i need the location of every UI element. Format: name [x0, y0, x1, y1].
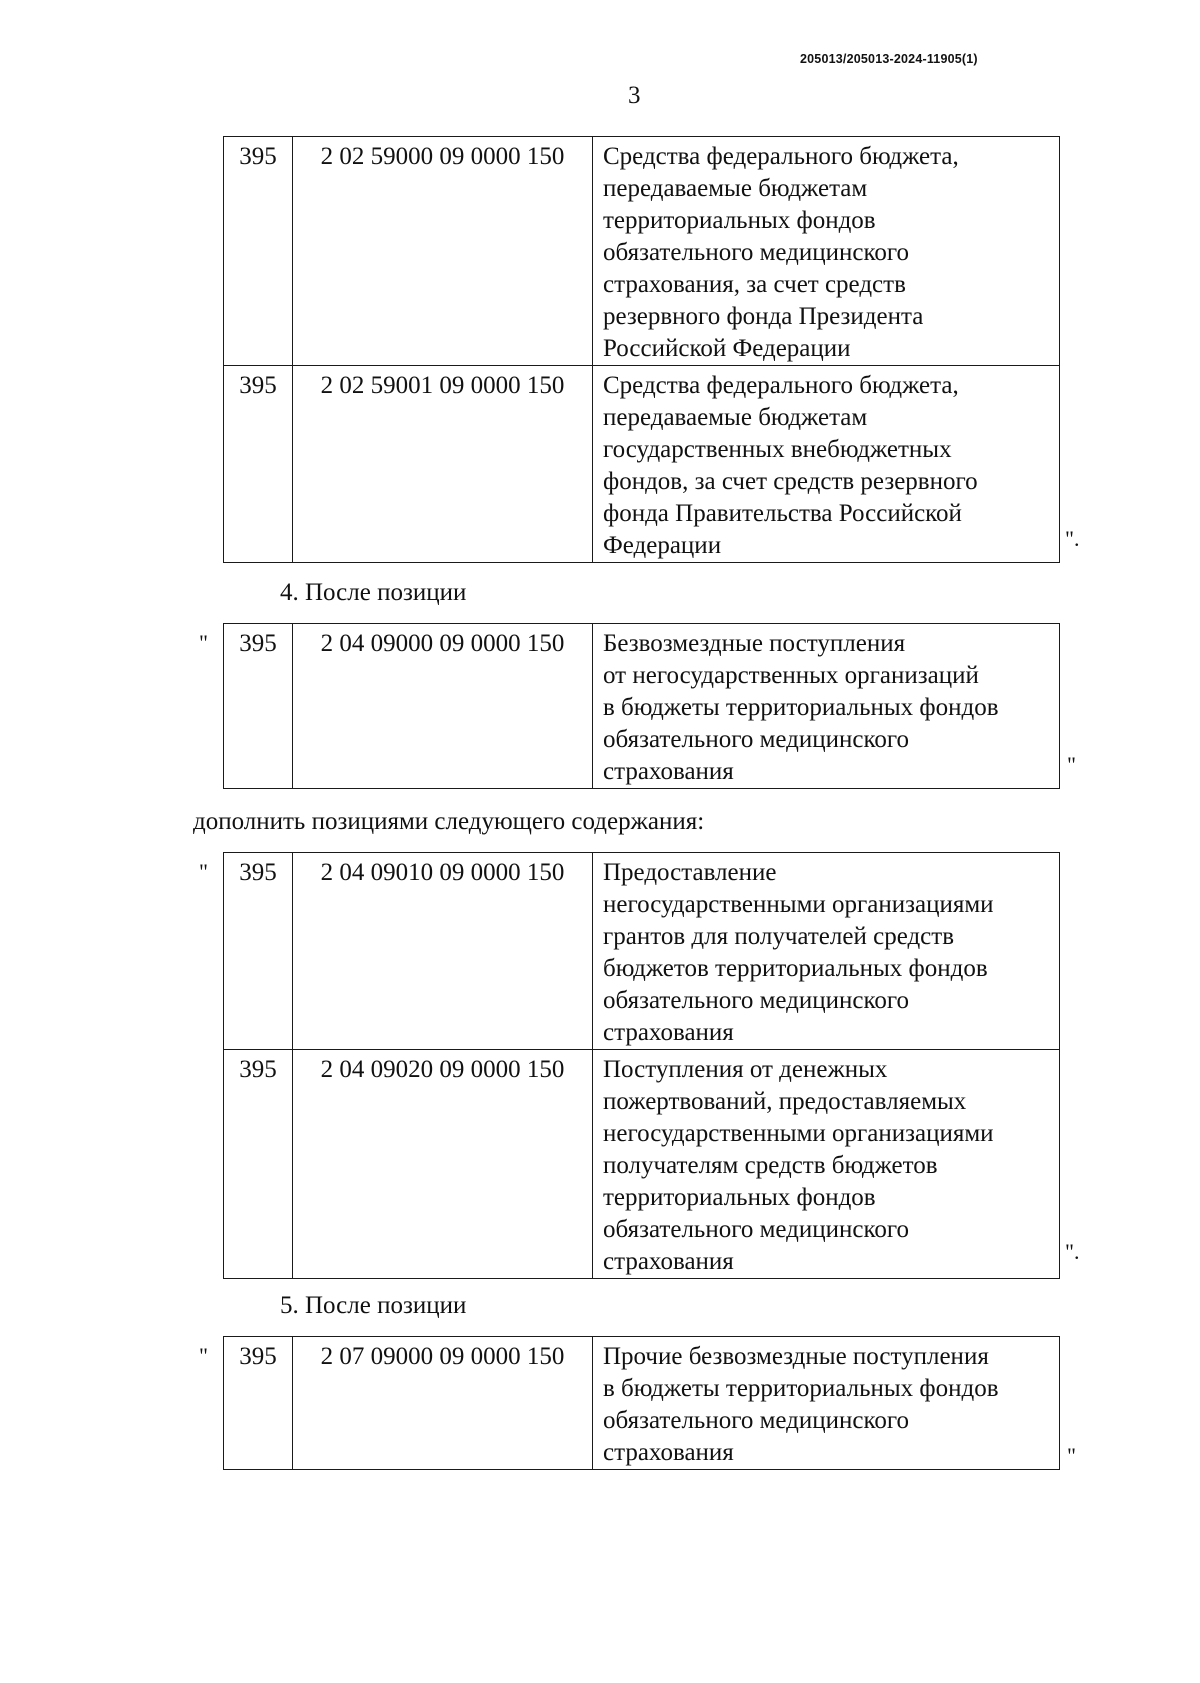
description-text: Поступления от денежных пожертвований, предоставляемых негосударственными организациями получателям средств бюджетов территориальных фондов обязательного медицинского страхования	[603, 1056, 994, 1275]
description-text: Прочие безвозмездные поступления в бюджеты территориальных фондов обязательного медицинского страхования	[603, 1343, 999, 1466]
admin-code-cell: 395	[224, 1337, 293, 1470]
closing-quote: ".	[1065, 1239, 1080, 1264]
table-row	[224, 624, 1060, 789]
paragraph-5: 5. После позиции	[280, 1292, 467, 1319]
opening-quote: "	[199, 1343, 208, 1368]
budget-table-4	[223, 1336, 1060, 1470]
table-row	[224, 853, 1060, 1050]
table-row	[224, 1337, 1060, 1470]
description-cell	[593, 137, 1060, 366]
description-cell	[593, 1050, 1060, 1279]
budget-code-cell: 2 04 09000 09 0000 150	[293, 624, 593, 789]
closing-quote: ".	[1065, 526, 1080, 551]
description-cell	[593, 1337, 1060, 1470]
closing-quote: "	[1067, 752, 1076, 777]
description-text: Предоставление негосударственными организациями грантов для получателей средств бюджетов территориальных фондов обязательного медицинского страхования	[603, 859, 994, 1046]
admin-code-cell: 395	[224, 137, 293, 366]
table-row	[224, 1050, 1060, 1279]
description-cell	[593, 624, 1060, 789]
admin-code-cell: 395	[224, 366, 293, 563]
page-number: 3	[628, 82, 641, 109]
budget-code-cell: 2 04 09010 09 0000 150	[293, 853, 593, 1050]
opening-quote: "	[199, 859, 208, 884]
description-cell	[593, 853, 1060, 1050]
description-text: Средства федерального бюджета, передаваемые бюджетам территориальных фондов обязательного медицинского страхования, за счет средств резервного фонда Президента Российской Федерации	[603, 143, 959, 362]
budget-code-cell: 2 02 59000 09 0000 150	[293, 137, 593, 366]
admin-code-cell: 395	[224, 853, 293, 1050]
table-row	[224, 137, 1060, 366]
budget-code-cell: 2 07 09000 09 0000 150	[293, 1337, 593, 1470]
paragraph-append: дополнить позициями следующего содержания:	[193, 808, 705, 835]
description-cell	[593, 366, 1060, 563]
budget-table-3	[223, 852, 1060, 1279]
budget-table-1	[223, 136, 1060, 563]
opening-quote: "	[199, 630, 208, 655]
paragraph-4: 4. После позиции	[280, 579, 467, 606]
admin-code-cell: 395	[224, 624, 293, 789]
budget-table-2	[223, 623, 1060, 789]
description-text: Безвозмездные поступления от негосударственных организаций в бюджеты территориальных фондов обязательного медицинского страхования	[603, 630, 999, 785]
closing-quote: "	[1067, 1443, 1076, 1468]
document-id: 205013/205013-2024-11905(1)	[800, 52, 978, 66]
admin-code-cell: 395	[224, 1050, 293, 1279]
budget-code-cell: 2 04 09020 09 0000 150	[293, 1050, 593, 1279]
table-row	[224, 366, 1060, 563]
budget-code-cell: 2 02 59001 09 0000 150	[293, 366, 593, 563]
description-text: Средства федерального бюджета, передаваемые бюджетам государственных внебюджетных фондов, за счет средств резервного фонда Правительства Российской Федерации	[603, 372, 978, 559]
